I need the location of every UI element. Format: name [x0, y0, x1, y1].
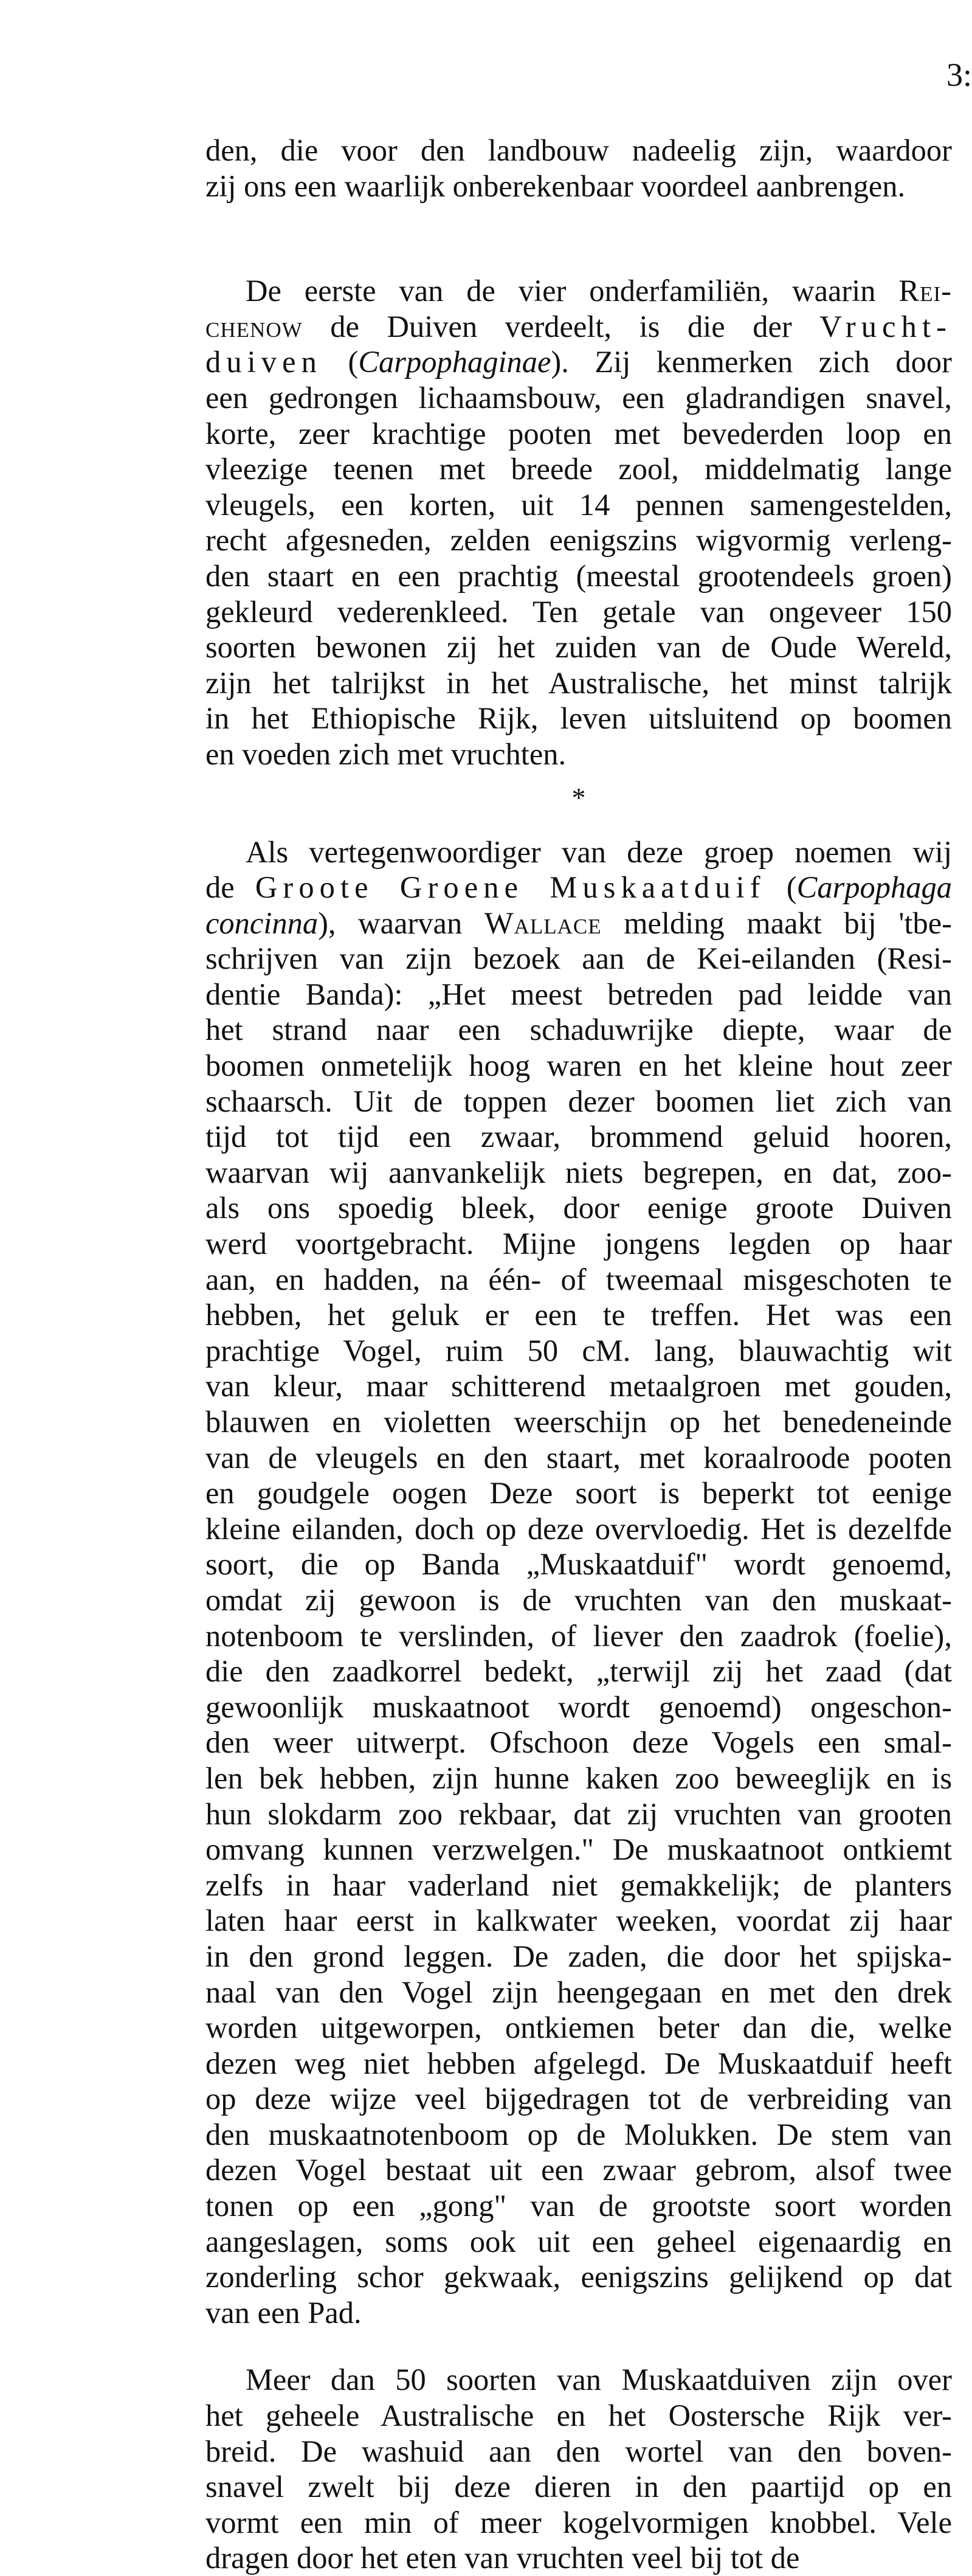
text-line: worden uitgeworpen, ontkiemen beter dan die, welke [205, 2010, 952, 2045]
text-line: den muskaatnotenboom op de Molukken. De stem van [205, 2117, 952, 2152]
text-line: omvang kunnen verzwelgen." De muskaatnoot ontkiemt [205, 1832, 952, 1867]
text-line: schrijven van zijn bezoek aan de Kei-eilanden (Resi- [205, 941, 952, 976]
text-line: het strand naar een schaduwrijke diepte, waar de [205, 1013, 952, 1047]
spaced-term: Vrucht- [819, 309, 952, 344]
author-name: chenow [205, 309, 303, 344]
text-line: gekleurd vederenkleed. Ten getale van ongeveer 150 [205, 594, 952, 629]
text-line: recht afgesneden, zelden eenigszins wigvormig verleng- [205, 523, 952, 558]
text-line: dentie Banda): „Het meest betreden pad leidde van [205, 977, 952, 1011]
text-line: als ons spoedig bleek, door eenige groote Duiven [205, 1191, 952, 1225]
text-line: den, die voor den landbouw nadeelig zijn, waardoor [205, 133, 952, 167]
text-line: kleine eilanden, doch op deze overvloedig. Het is dezelfde [205, 1511, 952, 1546]
paragraph [205, 133, 952, 204]
text-line: aan, en hadden, na één- of tweemaal misgeschoten te [205, 1262, 952, 1297]
text-line: het geheele Australische en het Oostersche Rijk ver- [205, 2398, 952, 2433]
italic-term: Carpophaga [796, 870, 953, 905]
text-line: de Groote Groene Muskaatduif (Carpophaga [205, 870, 953, 905]
text-line: zij ons een waarlijk onberekenbaar voordeel aanbrengen. [205, 168, 906, 203]
text-line: tonen op een „gong" van de grootste soort worden [205, 2189, 952, 2223]
text-line: vormt een min of meer kogelvormigen knobbel. Vele [205, 2505, 952, 2540]
text-line: een gedrongen lichaamsbouw, een gladrandigen snavel, [205, 380, 952, 415]
text-line: Meer dan 50 soorten van Muskaatduiven zijn over [246, 2363, 952, 2397]
text-line: en voeden zich met vruchten. [205, 736, 567, 771]
paragraph [205, 2362, 952, 2576]
section-asterisk: * [571, 781, 586, 813]
text-line: breid. De washuid aan den wortel van den boven- [205, 2434, 952, 2468]
text-line: korte, zeer krachtige pooten met bevederden loop en [205, 416, 952, 451]
text-line: waarvan wij aanvankelijk niets begrepen, en dat, zoo- [205, 1155, 952, 1189]
text-line: laten haar eerst in kalkwater weeken, voordat zij haar [205, 1903, 952, 1938]
italic-term: concinna [205, 905, 319, 940]
text-line: prachtige Vogel, ruim 50 cM. lang, blauwachtig wit [205, 1333, 952, 1368]
text-line: die den zaadkorrel bedekt, „terwijl zij het zaad (dat [205, 1654, 952, 1689]
text-line: vleugels, een korten, uit 14 pennen samengestelden, [205, 487, 952, 522]
text-line: snavel zwelt bij deze dieren in den paartijd op en [205, 2470, 952, 2504]
text-line: omdat zij gewoon is de vruchten van den muskaat- [205, 1582, 952, 1617]
text-line: in het Ethiopische Rijk, leven uitsluitend op boomen [205, 701, 952, 736]
text-line: werd voortgebracht. Mijne jongens legden op haar [205, 1227, 952, 1261]
text-line: van kleur, maar schitterend metaalgroen met gouden, [205, 1369, 952, 1404]
spaced-term: Groote Groene Muskaatduif [255, 870, 766, 905]
text-line: Als vertegenwoordiger van deze groep noemen wij [246, 834, 952, 869]
text-line: chenow de Duiven verdeelt, is die der Vrucht- [205, 309, 952, 344]
text-line: schaarsch. Uit de toppen dezer boomen liet zich van [205, 1084, 952, 1118]
text-line: hun slokdarm zoo rekbaar, dat zij vruchten van grooten [205, 1796, 952, 1831]
text-line: concinna), waarvan Wallace melding maakt bij 'tbe- [205, 905, 952, 940]
text-line: in den grond leggen. De zaden, die door het spijska- [205, 1939, 952, 1973]
text-line: zelfs in haar vaderland niet gemakkelijk; de planters [205, 1868, 952, 1902]
text-line: van een Pad. [205, 2295, 362, 2330]
text-line: soort, die op Banda „Muskaatduif" wordt genoemd, [205, 1547, 952, 1582]
text-line: dezen weg niet hebben afgelegd. De Muskaatduif heeft [205, 2046, 952, 2080]
text-line: blauwen en violetten weerschijn op het benedeneinde [205, 1405, 952, 1439]
italic-term: Carpophaginae [358, 345, 551, 379]
author-name: Wallace [484, 905, 602, 940]
text-line: zijn het talrijkst in het Australische, het minst talrijk [205, 665, 952, 700]
paragraph [205, 273, 952, 772]
text-line: gewoonlijk muskaatnoot wordt genoemd) ongeschon- [205, 1689, 952, 1724]
text-line: dezen Vogel bestaat uit een zwaar gebrom, alsof twee [205, 2153, 952, 2187]
text-line: naal van den Vogel zijn heengegaan en met den drek [205, 1975, 952, 2009]
text-line: hebben, het geluk er een te treffen. Het was een [205, 1298, 952, 1332]
text-line: aangeslagen, soms ook uit een geheel eigenaardig en [205, 2224, 952, 2259]
spaced-term: duiven [205, 345, 322, 379]
text-line: soorten bewonen zij het zuiden van de Oude Wereld, [205, 630, 952, 665]
text-line: den weer uitwerpt. Ofschoon deze Vogels een smal- [205, 1725, 952, 1760]
text-line: zonderling schor gekwaak, eenigszins gelijkend op dat [205, 2260, 952, 2294]
text-line: vleezige teenen met breede zool, middelmatig lange [205, 452, 952, 486]
text-column [205, 133, 952, 2576]
text-line: len bek hebben, zijn hunne kaken zoo beweeglijk en is [205, 1761, 952, 1795]
text-line: duiven (Carpophaginae). Zij kenmerken zich door [205, 345, 952, 379]
text-line: den staart en een prachtig (meestal grootendeels groen) [205, 558, 952, 593]
text-line: tijd tot tijd een zwaar, brommend geluid hooren, [205, 1120, 952, 1154]
text-line: van de vleugels en den staart, met koraalroode pooten [205, 1440, 952, 1475]
author-name: Rei- [898, 274, 952, 308]
paragraph [205, 834, 952, 2331]
page-number: 3: [946, 57, 972, 93]
text-line: boomen onmetelijk hoog waren en het kleine hout zeer [205, 1048, 952, 1083]
text-line: en goudgele oogen Deze soort is beperkt tot eenige [205, 1476, 952, 1511]
text-line: dragen door het eten van vruchten veel bij tot de [205, 2541, 800, 2575]
text-line: op deze wijze veel bijgedragen tot de verbreiding van [205, 2082, 952, 2116]
text-line: De eerste van de vier onderfamiliën, waarin Rei- [246, 274, 952, 308]
text-line: notenboom te verslinden, of liever den zaadrok (foelie), [205, 1618, 952, 1653]
